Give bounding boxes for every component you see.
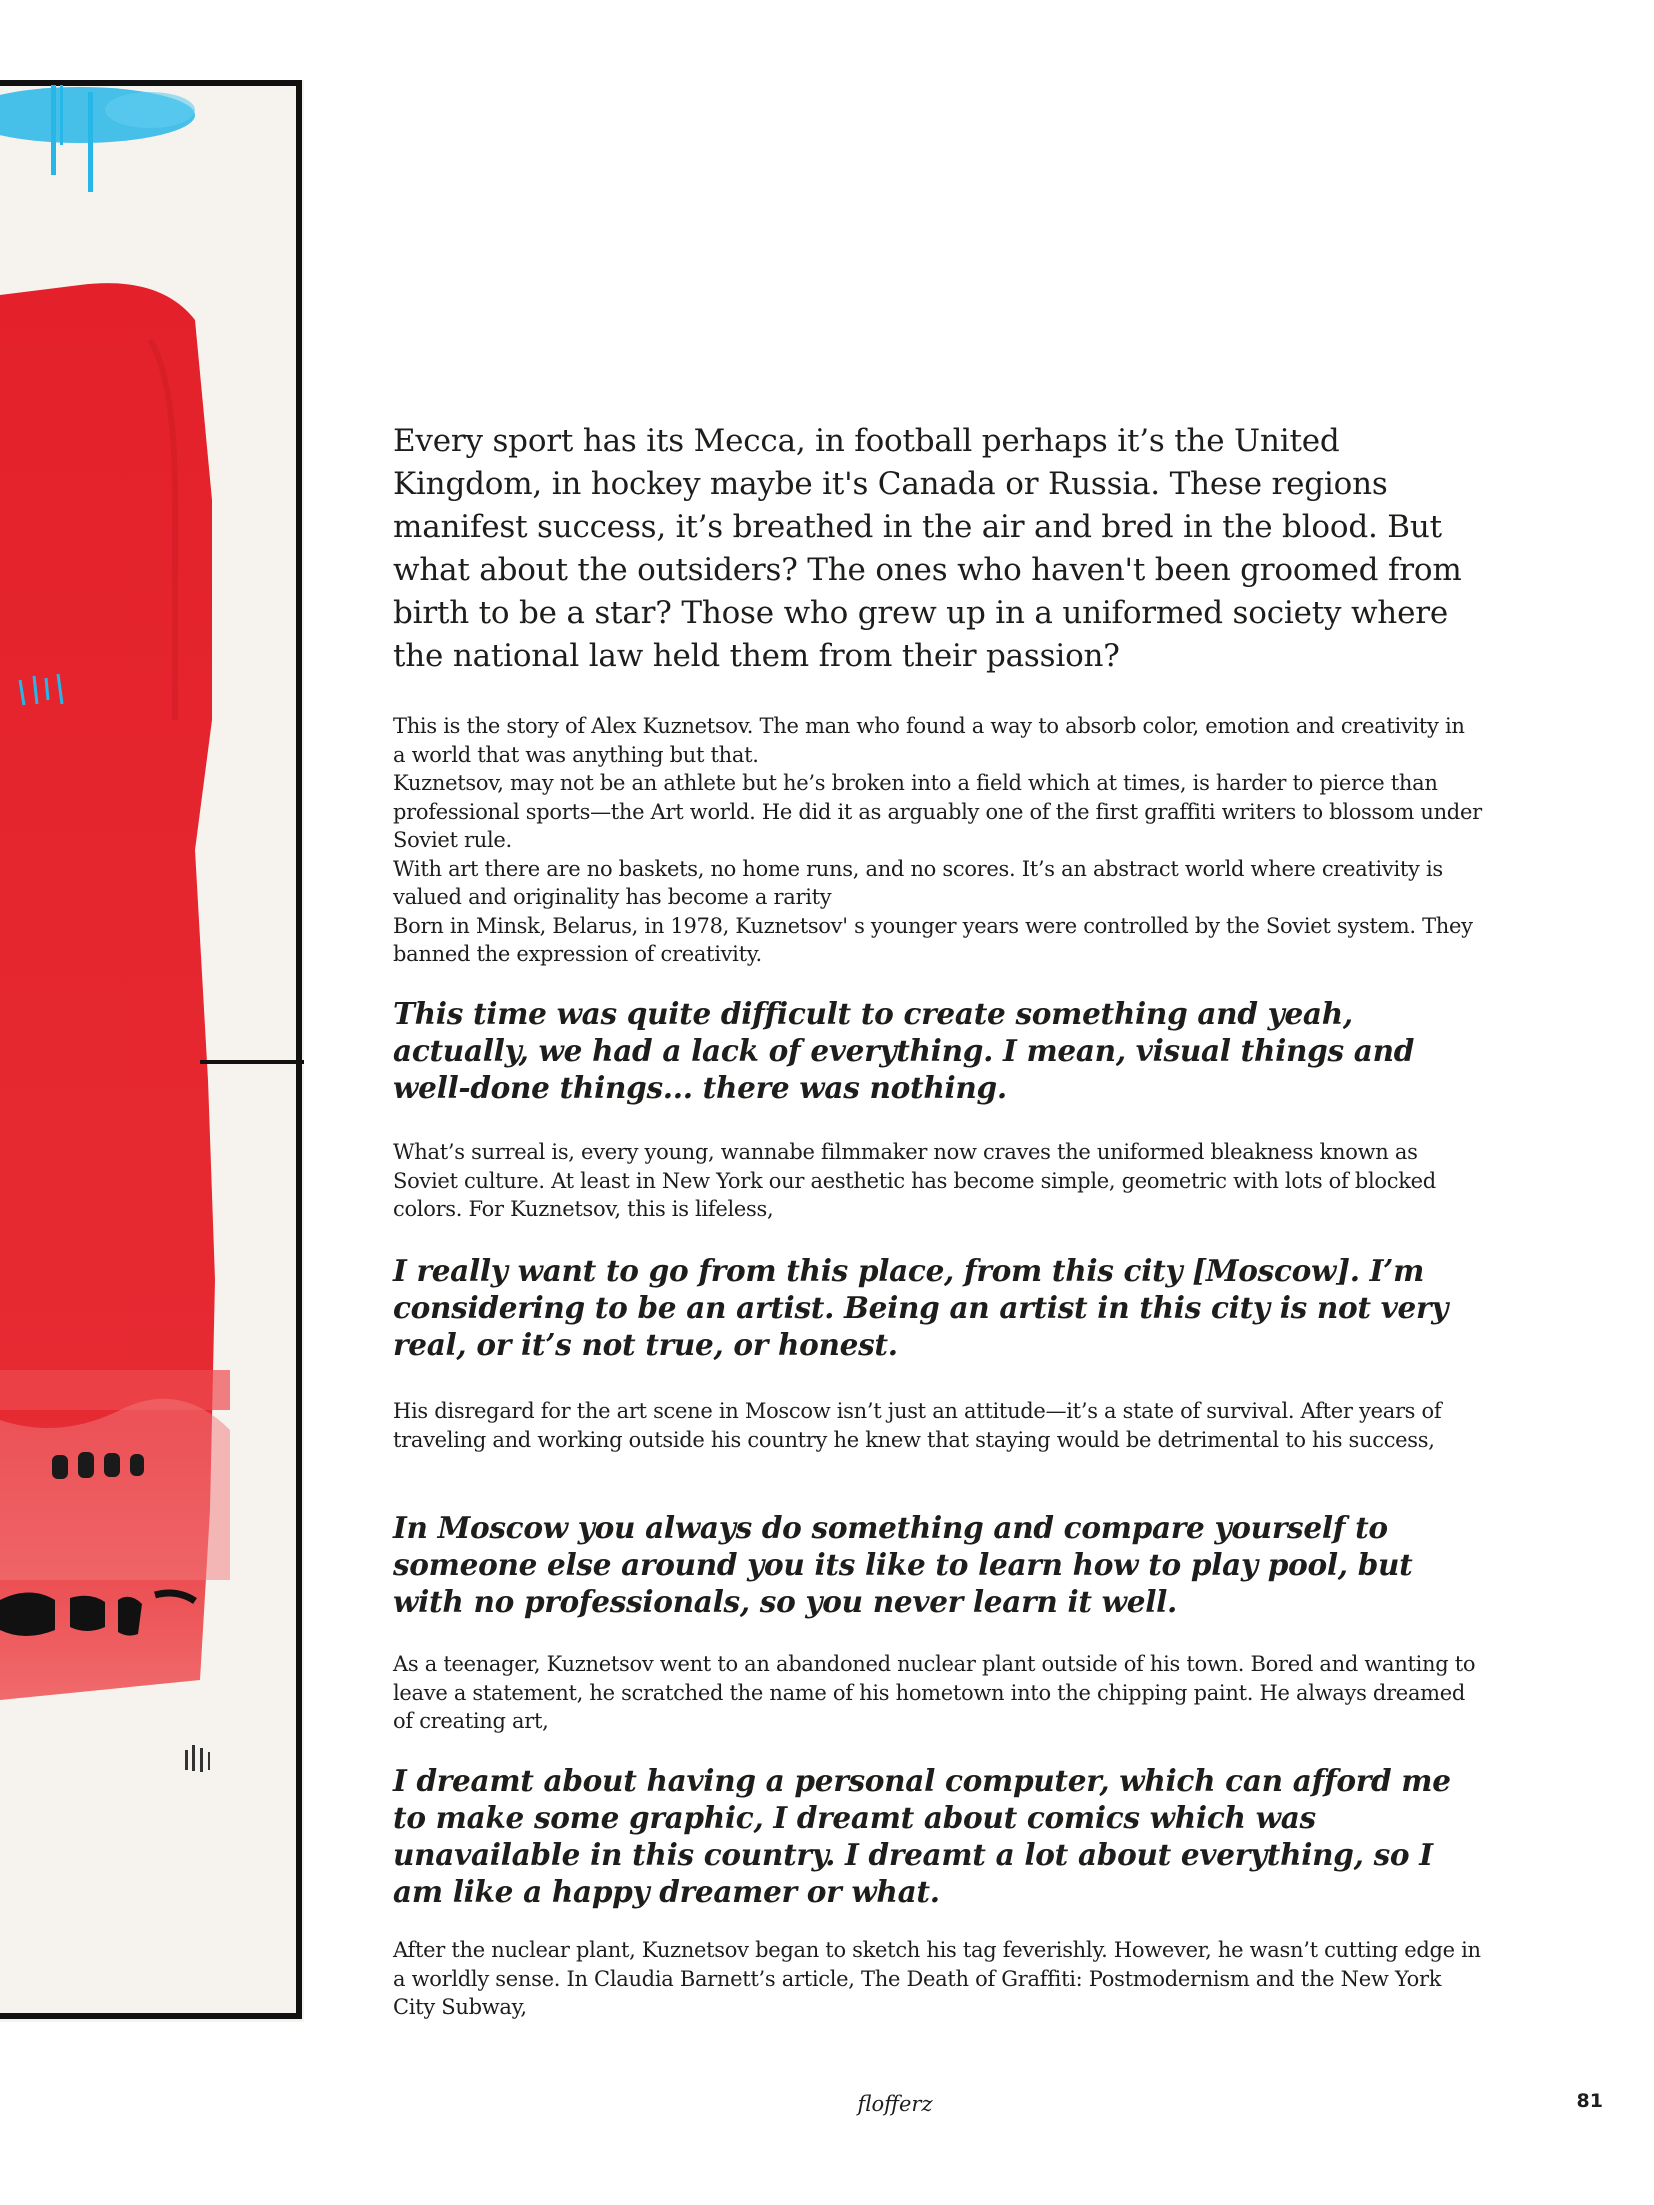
body-paragraph: After the nuclear plant, Kuznetsov began to sketch his tag feverishly. However, he wasn’t cutting edge in a worldly sense. In Claudia Barnett’s article, The Death of Graffiti: Postmodernism and the New York City Subway, <box>393 1938 1481 2019</box>
body-paragraph: His disregard for the art scene in Moscow isn’t just an attitude—it’s a state of survival. After years of traveling and working outside his country he knew that staying would be detrimental to his success, <box>393 1399 1442 1452</box>
pull-quote: This time was quite difficult to create something and yeah, actually, we had a lack of everything. I mean, visual things and well-done things... there was nothing. <box>393 996 1415 1105</box>
lead-paragraph: Every sport has its Mecca, in football perhaps it’s the United Kingdom, in hockey maybe it's Canada or Russia. These regions manifest success, it’s breathed in the air and bred in the blood. But what about the outsiders? The ones who haven't been groomed from birth to be a star? Those who grew up in a uniformed society where the national law held them from their passion? <box>393 423 1462 674</box>
artwork-painting <box>0 80 304 2022</box>
pull-quote: I dreamt about having a personal computer, which can afford me to make some graphic, I dreamt about comics which was unavailable in this country. I dreamt a lot about everything, so I am like a happy dreamer or what. <box>393 1763 1451 1909</box>
magazine-brand: flofferz <box>857 2092 933 2116</box>
body-paragraph: With art there are no baskets, no home runs, and no scores. It’s an abstract world where creativity is valued and originality has become a rarity <box>393 856 1443 909</box>
intro-block <box>393 712 1483 969</box>
body-paragraph: What’s surreal is, every young, wannabe filmmaker now craves the uniformed bleakness known as Soviet culture. At least in New York our aesthetic has become simple, geometric with lots of blocked colors. For Kuznetsov, this is lifeless, <box>393 1140 1436 1221</box>
pull-quote: In Moscow you always do something and compare yourself to someone else around you its like to learn how to play pool, but with no professionals, so you never learn it well. <box>393 1510 1413 1619</box>
body-paragraph: Kuznetsov, may not be an athlete but he’s broken into a field which at times, is harder to pierce than professional sports—the Art world. He did it as arguably one of the first graffiti writers to blossom under Soviet rule. <box>393 771 1482 852</box>
page-number: 81 <box>1576 2090 1603 2112</box>
artwork-image <box>0 80 304 2022</box>
body-paragraph: This is the story of Alex Kuznetsov. The man who found a way to absorb color, emotion and creativity in a world that was anything but that. <box>393 714 1465 767</box>
pull-quote: I really want to go from this place, from this city [Moscow]. I’m considering to be an artist. Being an artist in this city is not very real, or it’s not true, or honest. <box>393 1253 1449 1362</box>
body-paragraph: As a teenager, Kuznetsov went to an abandoned nuclear plant outside of his town. Bored and wanting to leave a statement, he scratched the name of his hometown into the chipping paint. He always dreamed of creating art, <box>393 1652 1476 1733</box>
body-paragraph: Born in Minsk, Belarus, in 1978, Kuznetsov' s younger years were controlled by the Soviet system. They banned the expression of creativity. <box>393 913 1473 966</box>
